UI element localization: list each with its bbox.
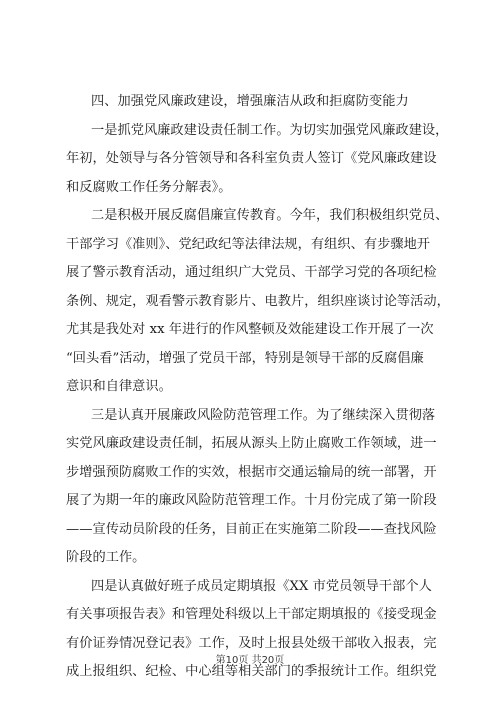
- document-body: [66, 88, 450, 687]
- paragraph-2-line-5: 尤其是我处对 xx 年进行的作风整顿及效能建设工作开展了一次: [66, 322, 434, 337]
- paragraph-3-line-2: 实党风廉政建设责任制，拓展从源头上防止腐败工作领域，进一: [66, 436, 437, 451]
- paragraph-3-line-6: 阶段的工作。: [66, 550, 146, 565]
- paragraph-2-line-1: 二是积极开展反腐倡廉宣传教育。今年，我们积极组织党员、: [91, 208, 449, 223]
- paragraph-2-line-6: “回头看”活动，增强了党员干部，特别是领导干部的反腐倡廉: [66, 350, 424, 366]
- section-heading: 四、加强党风廉政建设，增强廉洁从政和拒腐防变能力: [91, 94, 409, 109]
- page-number-label: 第10页 共20页: [215, 655, 285, 666]
- paragraph-4-line-4: 成上报组织、纪检、中心组等相关部门的季报统计工作。组织党: [66, 664, 437, 679]
- paragraph-3-line-5: ——宣传动员阶段的任务，目前正在实施第二阶段——查找风险: [66, 521, 437, 537]
- paragraph-3-line-4: 展了为期一年的廉政风险防范管理工作。十月份完成了第一阶段: [66, 493, 437, 508]
- paragraph-4-line-2: 有关事项报告表》和管理处科级以上干部定期填报的《接受现金: [66, 607, 437, 622]
- paragraph-2-line-3: 展了警示教育活动，通过组织广大党员、干部学习党的各项纪检: [66, 265, 437, 280]
- paragraph-1-line-2: 年初，处领导与各分管领导和各科室负责人签订《党风廉政建设: [66, 151, 437, 166]
- paragraph-2-line-4: 条例、规定，观看警示教育影片、电教片，组织座谈讨论等活动，: [66, 293, 450, 309]
- paragraph-2-line-2: 干部学习《准则》、党纪政纪等法律法规，有组织、有步骤地开: [66, 236, 431, 252]
- paragraph-1-line-1: 一是抓党风廉政建设责任制工作。为切实加强党风廉政建设，: [91, 122, 449, 138]
- paragraph-2-line-7: 意识和自律意识。: [66, 379, 172, 394]
- page-footer: [0, 651, 500, 666]
- paragraph-4-line-3: 有价证券情况登记表》工作，及时上报县处级干部收入报表，完: [66, 635, 437, 651]
- paragraph-3-line-3: 步增强预防腐败工作的实效，根据市交通运输局的统一部署，开: [66, 464, 437, 480]
- paragraph-4-line-1: 四是认真做好班子成员定期填报《XX 市党员领导干部个人: [91, 578, 432, 594]
- paragraph-1-line-3: 和反腐败工作任务分解表》。: [66, 179, 232, 195]
- paragraph-3-line-1: 三是认真开展廉政风险防范管理工作。为了继续深入贯彻落: [91, 407, 436, 423]
